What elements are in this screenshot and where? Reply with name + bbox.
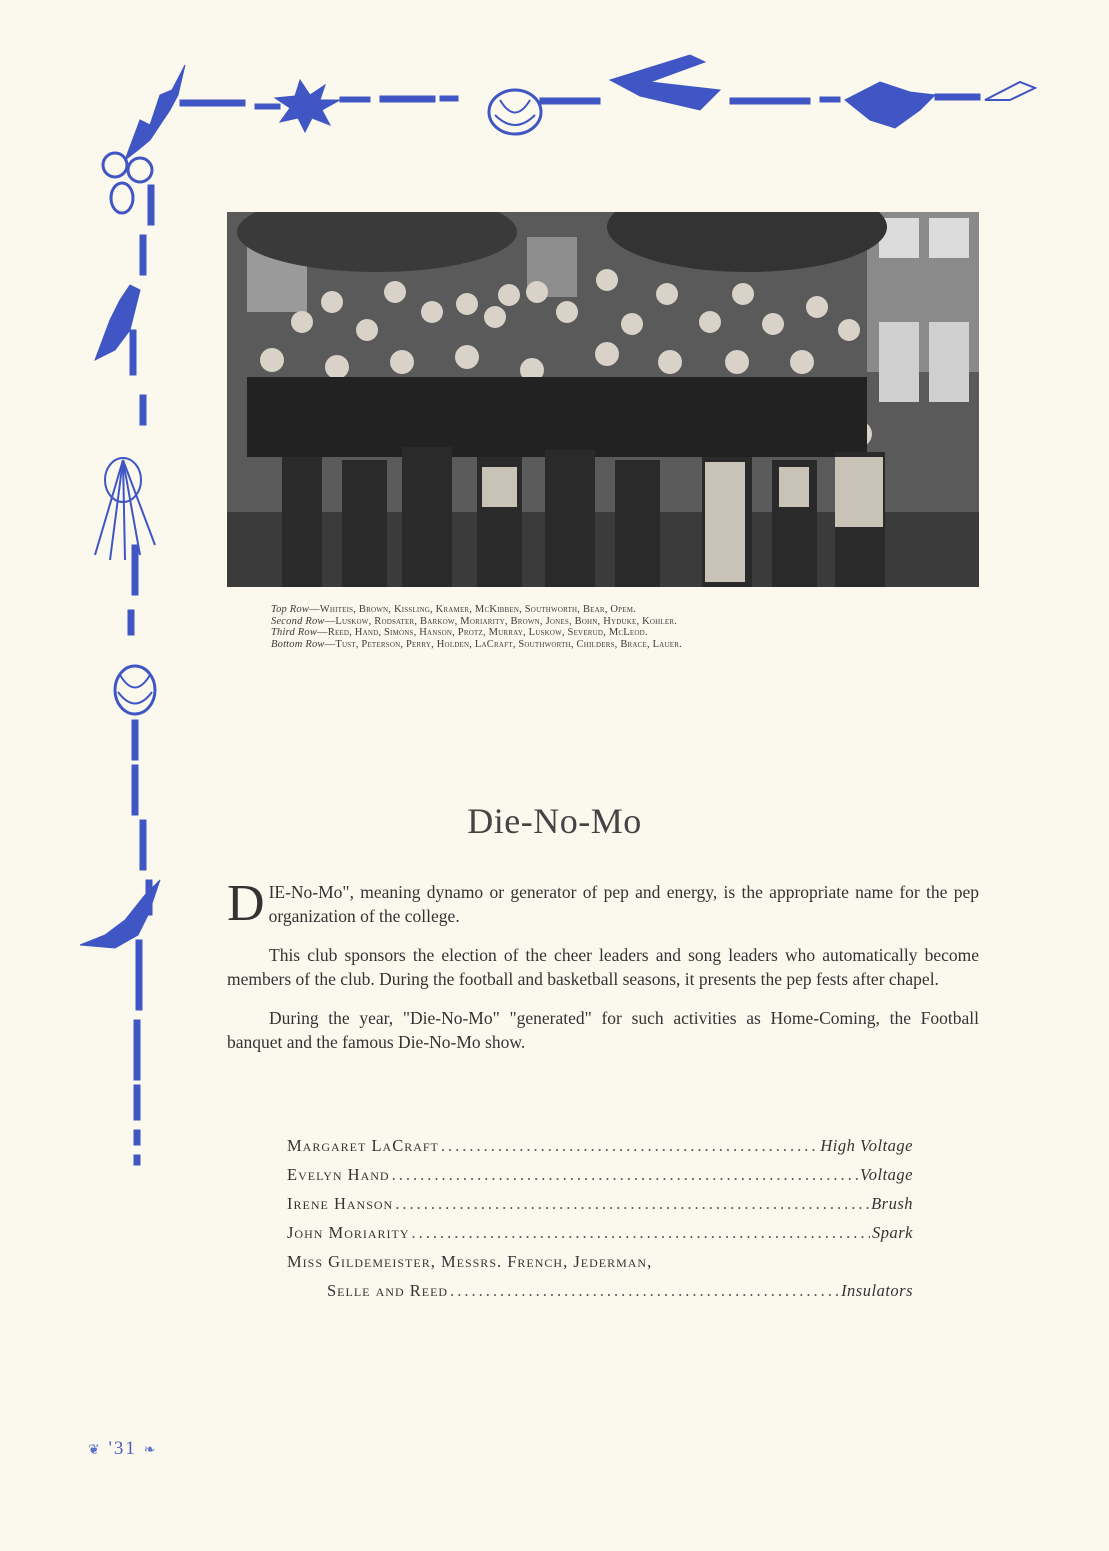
tassel-icon <box>95 458 155 560</box>
caption-names: —Luskow, Rodsater, Barkow, Moriarity, Brown, Jones, Bohn, Hyduke, Kohler. <box>324 615 678 627</box>
officer-title: Brush <box>871 1194 913 1213</box>
insulators-names-cont: Selle and Reed <box>327 1281 449 1300</box>
caption-label: Top Row <box>271 604 310 615</box>
caption-names: —Tust, Peterson, Perry, Holden, LaCraft, Southworth, Childers, Brace, Lauer. <box>324 638 682 650</box>
caption-label: Second Row <box>271 615 325 627</box>
officer-title: Insulators <box>841 1281 913 1300</box>
group-photo <box>227 212 979 587</box>
officer-name: Irene Hanson <box>287 1194 394 1213</box>
photo-caption <box>271 604 971 650</box>
holly-leaf-icon <box>125 65 185 160</box>
officer-title: High Voltage <box>820 1136 913 1155</box>
paragraph-third: During the year, "Die-No-Mo" "generated" for such activities as Home-Coming, the Football banquet and the famous Die-No-Mo show. <box>227 1008 979 1052</box>
insulators-names: Miss Gildemeister, Messrs. French, Jederman, <box>287 1252 653 1271</box>
caption-names: —Whiteis, Brown, Kissling, Kramer, McKibben, Southworth, Bear, Opem. <box>309 604 636 615</box>
holly-leaf-icon <box>80 880 160 948</box>
article-body <box>227 875 979 1069</box>
officer-name: Evelyn Hand <box>287 1165 390 1184</box>
officer-row <box>287 1160 913 1189</box>
caption-row-top <box>271 604 971 616</box>
holly-leaf-icon <box>95 285 140 360</box>
insulators-line2 <box>287 1276 913 1305</box>
leader-dots <box>450 1276 839 1305</box>
folio-ornament-right-icon: ❧ <box>143 1443 158 1458</box>
leader-dots <box>441 1131 818 1160</box>
leader-dots <box>412 1218 870 1247</box>
officer-title: Voltage <box>860 1165 913 1184</box>
caption-label: Bottom Row <box>271 638 325 650</box>
page-title: Die-No-Mo <box>467 801 642 841</box>
paragraph-intro-text: IE-No-Mo", meaning dynamo or generator of pep and energy, is the appropriate name for the pep organization of the college. <box>268 882 979 926</box>
officer-row <box>287 1189 913 1218</box>
caption-label: Third Row <box>271 627 318 638</box>
leader-dots <box>392 1160 858 1189</box>
top-dash <box>180 100 245 106</box>
page-folio <box>88 1438 157 1460</box>
insulators-line1 <box>287 1247 913 1276</box>
officer-row <box>287 1131 913 1160</box>
caption-row-second <box>271 616 971 628</box>
pine-cone-icon <box>489 90 541 134</box>
officer-name: John Moriarity <box>287 1223 410 1242</box>
acorn-icon <box>103 153 127 177</box>
paragraph-intro <box>227 875 979 932</box>
paragraph-second: This club sponsors the election of the cheer leaders and song leaders who automatically become members of the club. During the football and basketball seasons, it presents the pep fests after chapel. <box>227 945 979 989</box>
folio-ornament-left-icon: ❦ <box>88 1443 102 1458</box>
maple-leaf-icon <box>275 80 340 132</box>
caption-row-third <box>271 627 971 639</box>
officers-list <box>287 1131 913 1305</box>
drop-cap: D <box>227 875 265 932</box>
folio-year: '31 <box>108 1438 137 1459</box>
holly-leaf-icon <box>845 82 935 128</box>
officer-row <box>287 1218 913 1247</box>
officer-name: Margaret LaCraft <box>287 1136 439 1155</box>
officer-title: Spark <box>872 1223 913 1242</box>
caption-names: —Reed, Hand, Simons, Hanson, Protz, Murray, Luskow, Severud, McLeod. <box>317 627 648 638</box>
caption-row-bottom <box>271 639 971 651</box>
leader-dots <box>395 1189 869 1218</box>
pine-cone-icon <box>115 666 155 714</box>
